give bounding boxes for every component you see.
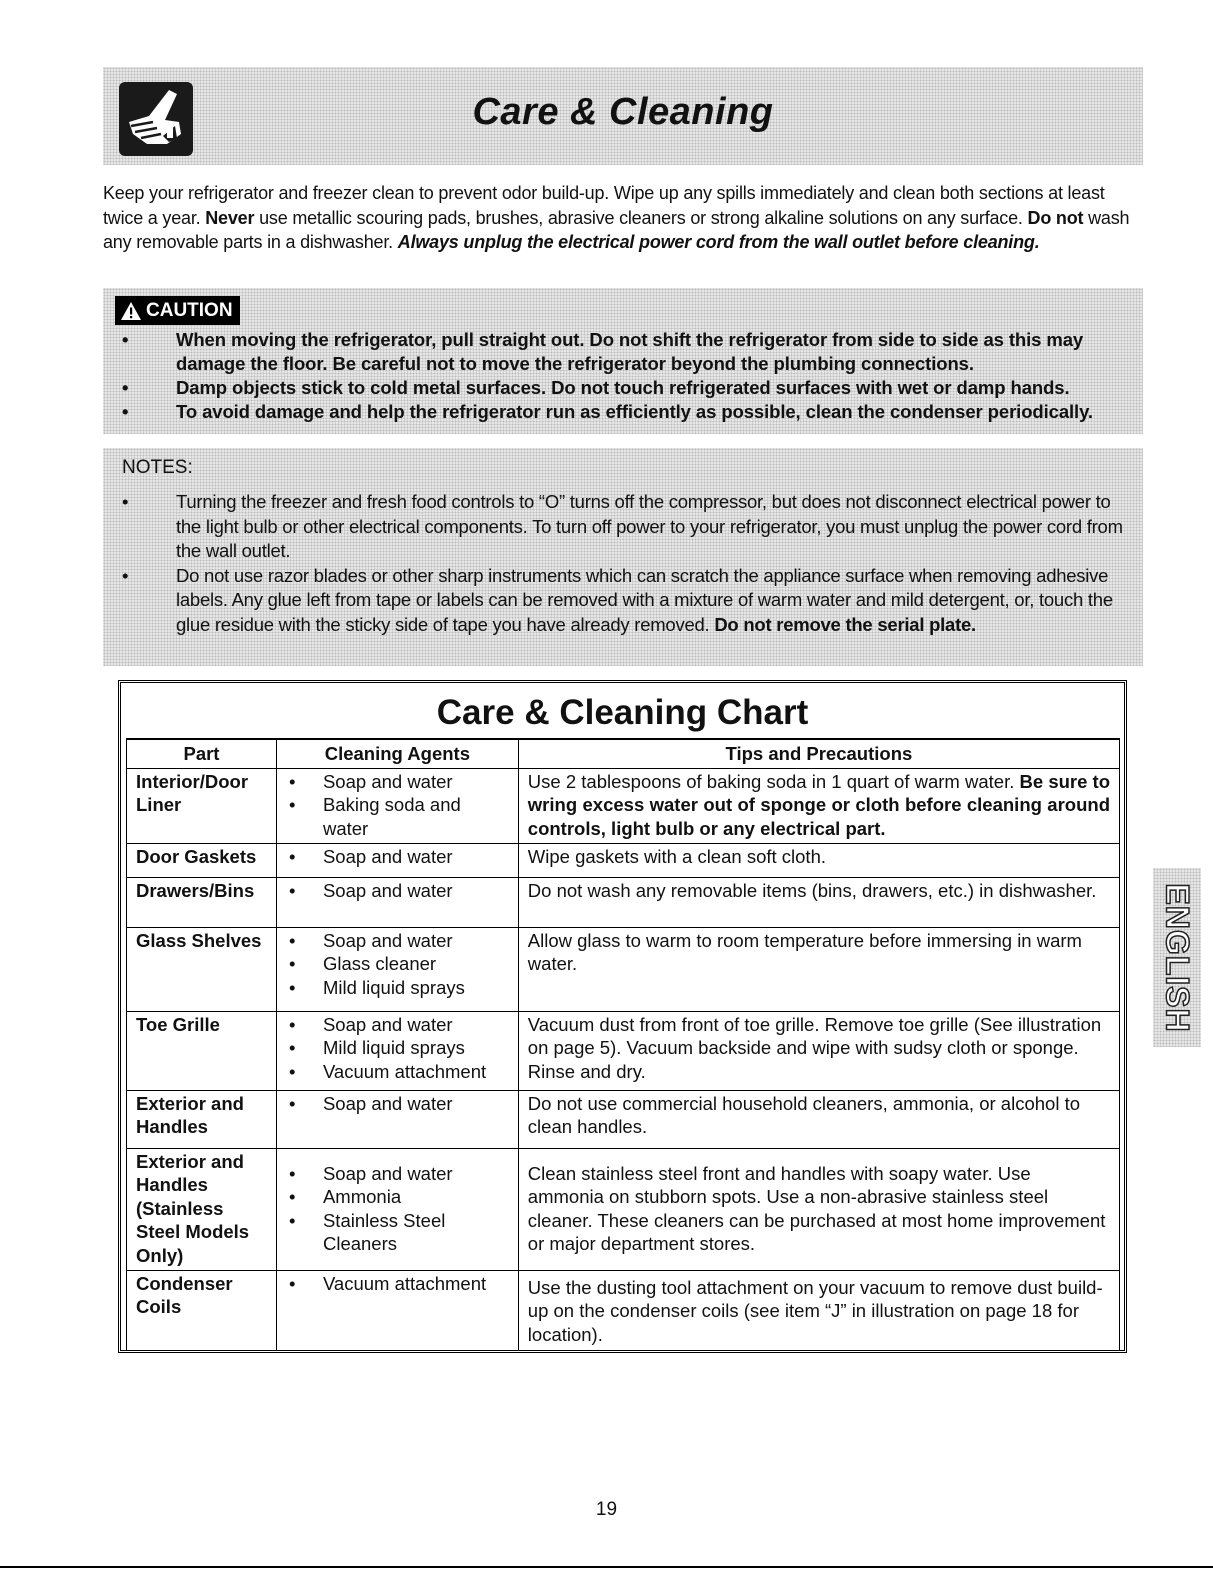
- agent-item: • Soap and water: [286, 879, 509, 903]
- caution-list: [103, 328, 1143, 424]
- intro-text-2: use metallic scouring pads, brushes, abrasive cleaners or strong alkaline solutions on any surface.: [254, 207, 1028, 228]
- language-tab-label: ENGLISH: [1159, 882, 1196, 1033]
- warning-triangle-icon: [120, 301, 142, 321]
- notes-box: [103, 448, 1143, 666]
- table-row: [127, 927, 1120, 1011]
- intro-unplug-warning: Always unplug the electrical power cord from the wall outlet before cleaning.: [397, 232, 1040, 252]
- tips-cell: Use the dusting tool attachment on your vacuum to remove dust build-up on the condenser coils (see item “J” in illustration on page 18 for location).: [518, 1270, 1119, 1350]
- agent-item: • Ammonia: [286, 1185, 509, 1209]
- intro-paragraph: [103, 181, 1148, 255]
- tips-cell: Wipe gaskets with a clean soft cloth.: [518, 843, 1119, 877]
- table-row: [127, 1270, 1120, 1350]
- agents-cell: [276, 927, 518, 1011]
- header-banner: [103, 67, 1143, 165]
- agents-cell: [276, 1011, 518, 1090]
- agent-item: • Soap and water: [286, 1013, 509, 1037]
- agents-cell: [276, 1148, 518, 1270]
- chart-table: [126, 738, 1120, 1351]
- table-row: [127, 768, 1120, 843]
- part-cell: Exterior and Handles (Stainless Steel Models Only): [127, 1148, 277, 1270]
- agent-item: • Soap and water: [286, 845, 509, 869]
- notes-list: [103, 490, 1143, 637]
- agents-cell: [276, 1270, 518, 1350]
- part-cell: Glass Shelves: [127, 927, 277, 1011]
- tips-cell: Do not wash any removable items (bins, drawers, etc.) in dishwasher.: [518, 877, 1119, 927]
- column-header: Tips and Precautions: [518, 739, 1119, 768]
- part-cell: Interior/Door Liner: [127, 768, 277, 843]
- language-tab: [1153, 868, 1201, 1047]
- column-header: Part: [127, 739, 277, 768]
- tips-cell: Vacuum dust from front of toe grille. Remove toe grille (See illustration on page 5). Vacuum backside and wipe with sudsy cloth or sponge. Rinse and dry.: [518, 1011, 1119, 1090]
- list-item: • To avoid damage and help the refrigerator run as efficiently as possible, clean the condenser periodically.: [103, 400, 1143, 424]
- care-cleaning-chart: [118, 680, 1127, 1353]
- intro-text-3: wash any removable parts in a dishwasher.: [103, 207, 1130, 252]
- agent-item: • Stainless Steel Cleaners: [286, 1209, 509, 1256]
- notes-label: NOTES:: [122, 457, 193, 478]
- table-row: [127, 1148, 1120, 1270]
- agent-item: • Vacuum attachment: [286, 1272, 509, 1296]
- tips-text: Use 2 tablespoons of baking soda in 1 quart of warm water.: [527, 770, 1020, 792]
- tips-bold-text: Be sure to wring excess water out of sponge or cloth before cleaning around controls, light bulb or any electrical part.: [527, 770, 1111, 839]
- intro-never: Never: [205, 207, 255, 228]
- intro-do-not: Do not: [1027, 207, 1084, 228]
- agent-item: • Soap and water: [286, 1092, 509, 1116]
- part-cell: Drawers/Bins: [127, 877, 277, 927]
- caution-box: [103, 288, 1143, 434]
- table-header-row: [127, 739, 1120, 768]
- table-row: [127, 877, 1120, 927]
- tips-cell: Do not use commercial household cleaners, ammonia, or alcohol to clean handles.: [518, 1090, 1119, 1148]
- agent-item: • Soap and water: [286, 1162, 509, 1186]
- agents-cell: [276, 843, 518, 877]
- agent-item: • Mild liquid sprays: [286, 1036, 509, 1060]
- bottom-divider: [0, 1566, 1213, 1568]
- intro-text-1: Keep your refrigerator and freezer clean to prevent odor build-up. Wipe up any spills immediately and clean both sections at least twice a year.: [103, 183, 1105, 228]
- agents-cell: [276, 768, 518, 843]
- tips-cell: [518, 768, 1119, 843]
- agents-cell: [276, 877, 518, 927]
- caution-badge: [115, 296, 240, 325]
- list-item: • Turning the freezer and fresh food controls to “O” turns off the compressor, but does not disconnect electrical power to the light bulb or other electrical components. To turn off power to your refrigerator, you must unplug the power cord from the wall outlet.: [103, 490, 1143, 564]
- table-row: [127, 1090, 1120, 1148]
- part-cell: Condenser Coils: [127, 1270, 277, 1350]
- page-number: 19: [595, 1499, 618, 1520]
- table-row: [127, 843, 1120, 877]
- part-cell: Exterior and Handles: [127, 1090, 277, 1148]
- agent-item: • Soap and water: [286, 929, 509, 953]
- agent-item: • Mild liquid sprays: [286, 976, 509, 1000]
- agent-item: • Baking soda and water: [286, 793, 509, 840]
- agents-cell: [276, 1090, 518, 1148]
- note-text: Do not use razor blades or other sharp instruments which can scratch the appliance surface when removing adhesive labels. Any glue left from tape or labels can be removed with a mixture of warm water and mild detergent, or, touch the glue residue with the sticky side of tape you have already removed.: [176, 564, 1113, 635]
- tips-cell: Allow glass to warm to room temperature before immersing in warm water.: [518, 927, 1119, 1011]
- page-title: Care & Cleaning: [472, 91, 774, 133]
- note-bold-text: Do not remove the serial plate.: [714, 613, 976, 635]
- list-item: • When moving the refrigerator, pull straight out. Do not shift the refrigerator from side to side as this may damage the floor. Be careful not to move the refrigerator beyond the plumbing connections.: [103, 328, 1143, 376]
- table-row: [127, 1011, 1120, 1090]
- caution-label: CAUTION: [146, 300, 233, 321]
- column-header: Cleaning Agents: [276, 739, 518, 768]
- part-cell: Door Gaskets: [127, 843, 277, 877]
- agent-item: • Vacuum attachment: [286, 1060, 509, 1084]
- agent-item: • Glass cleaner: [286, 952, 509, 976]
- tips-cell: Clean stainless steel front and handles with soapy water. Use ammonia on stubborn spots. Use a non-abrasive stainless steel cleaner. These cleaners can be purchased at most home improvement or major department stores.: [518, 1148, 1119, 1270]
- agent-item: • Soap and water: [286, 770, 509, 794]
- list-item: [103, 564, 1143, 638]
- list-item: • Damp objects stick to cold metal surfaces. Do not touch refrigerated surfaces with wet or damp hands.: [103, 376, 1143, 400]
- chart-title: Care & Cleaning Chart: [436, 693, 809, 732]
- part-cell: Toe Grille: [127, 1011, 277, 1090]
